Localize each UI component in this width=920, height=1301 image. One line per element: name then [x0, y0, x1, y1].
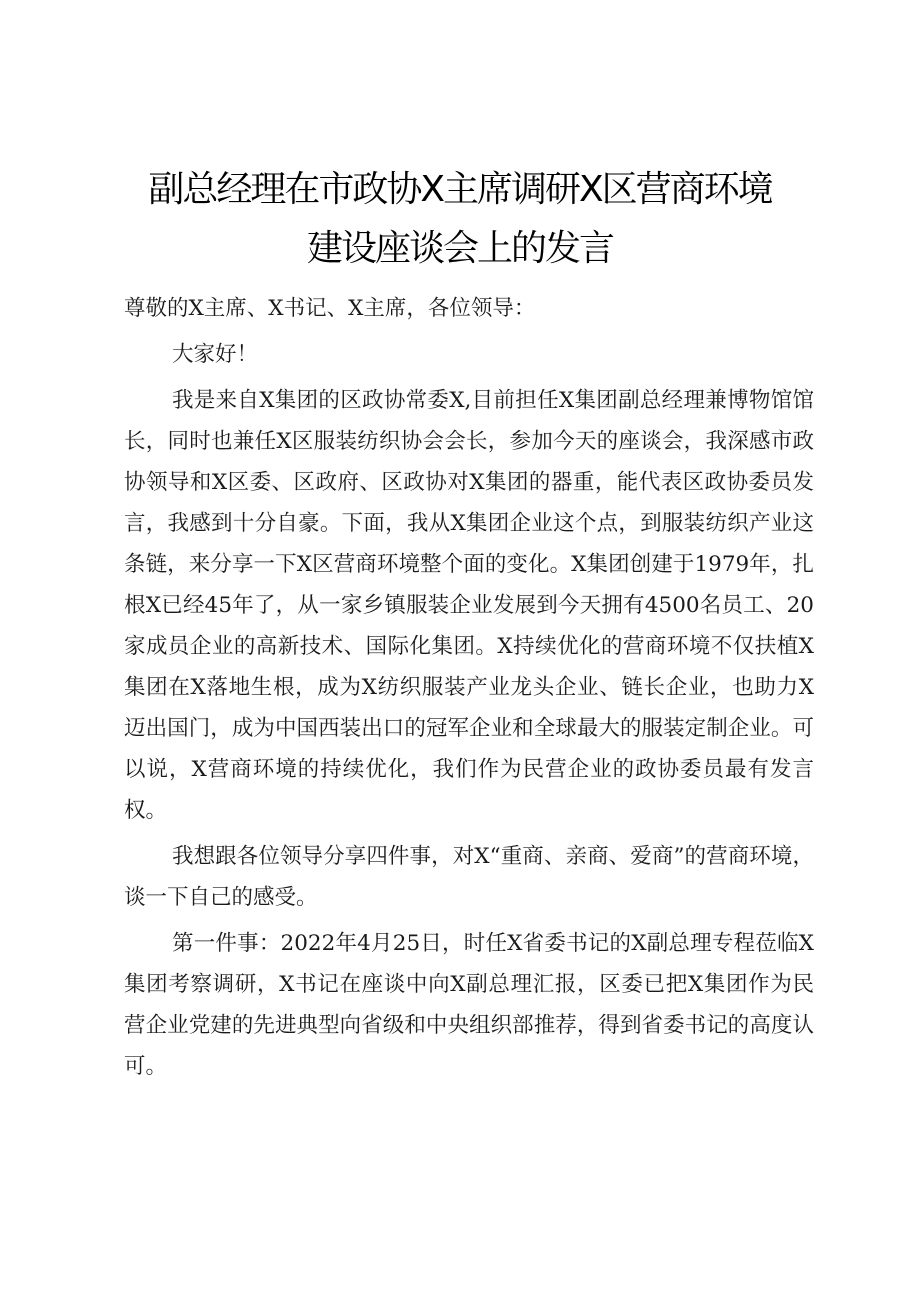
salutation: 尊敬的X主席、X书记、X主席，各位领导： [124, 296, 536, 321]
document-title-line-1: 副总经理在市政协X主席调研X区营商环境 [148, 169, 772, 210]
paragraph-intro: 我是来自X集团的区政协常委X,目前担任X集团副总经理兼博物馆馆长，同时也兼任X区服装纺织协会会长，参加今天的座谈会，我深感市政协领导和X区委、区政府、区政协对X集团的器重，能代表区政协委员发言，我感到十分自豪。下面，我从X集团企业这个点，到服装纺织产业这条链，来分享一下X区营商环境整个面的变化。X集团创建于1979年，扎根X已经45年了，从一家乡镇服装企业发展到今天拥有4500名员工、20家成员企业的高新技术、国际化集团。X持续优化的营商环境不仅扶植X集团在X落地生根，成为X纺织服装产业龙头企业、链长企业，也助力X迈出国门，成为中国西装出口的冠军企业和全球最大的服装定制企业。可以说，X营商环境的持续优化，我们作为民营企业的政协委员最有发言权。 [124, 388, 814, 823]
paragraph-four-things: 我想跟各位领导分享四件事，对X“重商、亲商、爱商”的营商环境，谈一下自己的感受。 [124, 844, 814, 910]
document-title-line-2: 建设座谈会上的发言 [306, 228, 613, 269]
paragraph-first-thing: 第一件事：2022年4月25日，时任X省委书记的X副总理专程莅临X集团考察调研，X书记在座谈中向X副总理汇报，区委已把X集团作为民营企业党建的先进典型向省级和中央组织部推荐，得到省委书记的高度认可。 [124, 931, 814, 1079]
document-body [124, 288, 814, 1087]
greeting: 大家好！ [172, 342, 259, 367]
